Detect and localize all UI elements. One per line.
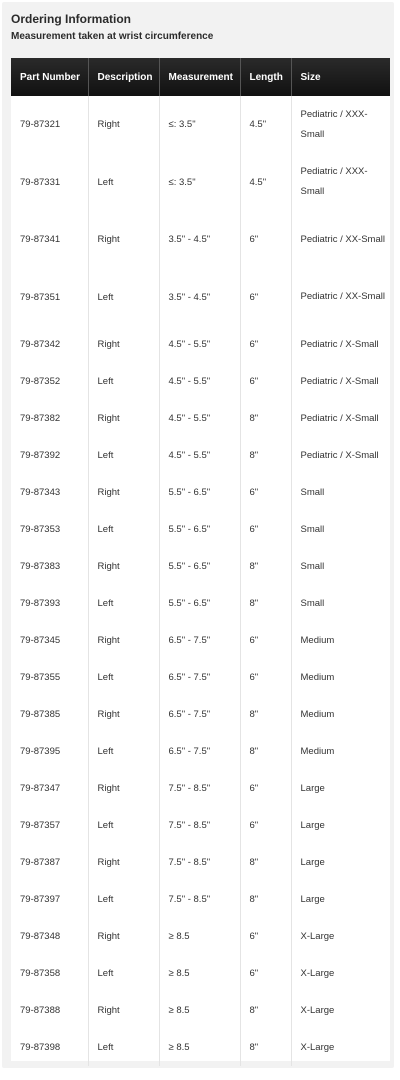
measurement-cell: ≥ 8.5 (159, 955, 240, 992)
size-cell: Medium (300, 634, 335, 646)
length-cell: 8" (240, 400, 291, 437)
size-cell: Medium (300, 745, 335, 757)
size-cell: Pediatric / X-Small (300, 412, 379, 424)
table-row (11, 363, 390, 400)
column-header-length: Length (240, 58, 291, 96)
part-number-cell: 79-87321 (11, 96, 88, 154)
description-cell: Right (88, 211, 159, 269)
table-row (11, 696, 390, 733)
table-row (11, 844, 390, 881)
table-row (11, 807, 390, 844)
part-number-cell: 79-87387 (11, 844, 88, 881)
table-row (11, 96, 390, 154)
measurement-cell: 6.5" - 7.5" (159, 733, 240, 770)
description-cell: Left (88, 154, 159, 212)
description-cell: Right (88, 696, 159, 733)
size-cell: Large (300, 856, 325, 868)
length-cell: 8" (240, 585, 291, 622)
description-cell: Right (88, 474, 159, 511)
description-cell: Right (88, 844, 159, 881)
column-header-size: Size (291, 58, 390, 96)
part-number-cell: 79-87358 (11, 955, 88, 992)
description-cell: Left (88, 807, 159, 844)
size-cell: Large (300, 819, 325, 831)
table-row (11, 992, 390, 1029)
measurement-cell: 5.5" - 6.5" (159, 585, 240, 622)
part-number-cell: 79-87348 (11, 918, 88, 955)
measurement-cell: 6.5" - 7.5" (159, 659, 240, 696)
length-cell: 6" (240, 659, 291, 696)
length-cell: 6" (240, 770, 291, 807)
table-row (11, 548, 390, 585)
size-cell: Pediatric / X-Small (300, 338, 379, 350)
part-number-cell: 79-87331 (11, 154, 88, 212)
size-cell: Small (300, 597, 325, 609)
description-cell: Right (88, 400, 159, 437)
length-cell: 6" (240, 363, 291, 400)
measurement-cell: 5.5" - 6.5" (159, 548, 240, 585)
size-cell: Medium (300, 708, 335, 720)
part-number-cell: 79-87383 (11, 548, 88, 585)
length-cell: 6" (240, 918, 291, 955)
measurement-cell: 6.5" - 7.5" (159, 622, 240, 659)
length-cell: 8" (240, 696, 291, 733)
description-cell: Left (88, 585, 159, 622)
table-row (11, 918, 390, 955)
part-number-cell: 79-87355 (11, 659, 88, 696)
size-cell: X-Large (300, 930, 335, 942)
table-row (11, 511, 390, 548)
description-cell: Right (88, 622, 159, 659)
ordering-table-container (11, 58, 390, 1061)
ordering-info-panel (2, 2, 394, 1068)
measurement-cell: 3.5" - 4.5" (159, 211, 240, 269)
part-number-cell: 79-87345 (11, 622, 88, 659)
table-row (11, 955, 390, 992)
part-number-cell: 79-87392 (11, 437, 88, 474)
measurement-cell: 5.5" - 6.5" (159, 511, 240, 548)
part-number-cell: 79-87382 (11, 400, 88, 437)
part-number-cell: 79-87353 (11, 511, 88, 548)
measurement-cell: 4.5" - 5.5" (159, 437, 240, 474)
column-header-measurement: Measurement (159, 58, 240, 96)
description-cell: Left (88, 269, 159, 327)
description-cell: Left (88, 1029, 159, 1066)
measurement-cell: ≤: 3.5" (159, 154, 240, 212)
length-cell: 6" (240, 269, 291, 327)
description-cell: Right (88, 326, 159, 363)
description-cell: Left (88, 881, 159, 918)
part-number-cell: 79-87385 (11, 696, 88, 733)
measurement-cell: 6.5" - 7.5" (159, 696, 240, 733)
part-number-cell: 79-87342 (11, 326, 88, 363)
length-cell: 6" (240, 326, 291, 363)
table-row (11, 733, 390, 770)
measurement-cell: 7.5" - 8.5" (159, 844, 240, 881)
measurement-cell: 4.5" - 5.5" (159, 363, 240, 400)
length-cell: 6" (240, 622, 291, 659)
part-number-cell: 79-87397 (11, 881, 88, 918)
measurement-cell: 7.5" - 8.5" (159, 881, 240, 918)
part-number-cell: 79-87357 (11, 807, 88, 844)
table-row (11, 622, 390, 659)
measurement-cell: 5.5" - 6.5" (159, 474, 240, 511)
length-cell: 6" (240, 211, 291, 269)
size-cell: X-Large (300, 967, 335, 979)
table-body (11, 96, 390, 1066)
part-number-cell: 79-87347 (11, 770, 88, 807)
part-number-cell: 79-87393 (11, 585, 88, 622)
part-number-cell: 79-87341 (11, 211, 88, 269)
length-cell: 8" (240, 733, 291, 770)
length-cell: 8" (240, 437, 291, 474)
section-subtitle: Measurement taken at wrist circumference (11, 31, 214, 42)
length-cell: 4.5" (240, 154, 291, 212)
size-cell: Small (300, 486, 325, 498)
size-cell: Large (300, 782, 325, 794)
description-cell: Right (88, 918, 159, 955)
table-row (11, 1029, 390, 1066)
measurement-cell: 7.5" - 8.5" (159, 770, 240, 807)
table-row (11, 474, 390, 511)
part-number-cell: 79-87398 (11, 1029, 88, 1066)
length-cell: 8" (240, 992, 291, 1029)
section-title: Ordering Information (11, 12, 131, 26)
part-number-cell: 79-87395 (11, 733, 88, 770)
description-cell: Right (88, 548, 159, 585)
table-row (11, 154, 390, 212)
length-cell: 6" (240, 807, 291, 844)
part-number-cell: 79-87352 (11, 363, 88, 400)
table-row (11, 326, 390, 363)
length-cell: 8" (240, 548, 291, 585)
description-cell: Right (88, 770, 159, 807)
table-row (11, 211, 390, 269)
ordering-table (11, 58, 390, 1066)
size-cell: Pediatric / X-Small (300, 449, 379, 461)
part-number-cell: 79-87388 (11, 992, 88, 1029)
size-cell: Pediatric / XX-Small (300, 291, 385, 303)
column-header-part-number: Part Number (11, 58, 88, 96)
measurement-cell: ≥ 8.5 (159, 918, 240, 955)
measurement-cell: 3.5" - 4.5" (159, 269, 240, 327)
size-cell: Pediatric / X-Small (300, 375, 379, 387)
column-header-description: Description (88, 58, 159, 96)
measurement-cell: ≤: 3.5" (159, 96, 240, 154)
length-cell: 6" (240, 955, 291, 992)
table-row (11, 585, 390, 622)
measurement-cell: ≥ 8.5 (159, 1029, 240, 1066)
size-cell: Small (300, 560, 325, 572)
measurement-cell: ≥ 8.5 (159, 992, 240, 1029)
table-header (11, 58, 390, 96)
size-cell: Large (300, 893, 325, 905)
measurement-cell: 7.5" - 8.5" (159, 807, 240, 844)
size-cell: Pediatric / XXX-Small (300, 166, 368, 198)
description-cell: Left (88, 733, 159, 770)
table-row (11, 881, 390, 918)
part-number-cell: 79-87343 (11, 474, 88, 511)
length-cell: 6" (240, 511, 291, 548)
length-cell: 6" (240, 474, 291, 511)
table-row (11, 400, 390, 437)
description-cell: Right (88, 992, 159, 1029)
table-row (11, 437, 390, 474)
size-cell: Pediatric / XX-Small (300, 233, 385, 245)
size-cell: X-Large (300, 1004, 335, 1016)
length-cell: 8" (240, 881, 291, 918)
measurement-cell: 4.5" - 5.5" (159, 326, 240, 363)
length-cell: 8" (240, 844, 291, 881)
size-cell: X-Large (300, 1041, 335, 1053)
part-number-cell: 79-87351 (11, 269, 88, 327)
description-cell: Left (88, 363, 159, 400)
table-row (11, 659, 390, 696)
size-cell: Pediatric / XXX-Small (300, 108, 368, 140)
description-cell: Right (88, 96, 159, 154)
table-row (11, 269, 390, 327)
description-cell: Left (88, 437, 159, 474)
table-row (11, 770, 390, 807)
measurement-cell: 4.5" - 5.5" (159, 400, 240, 437)
description-cell: Left (88, 955, 159, 992)
length-cell: 4.5" (240, 96, 291, 154)
length-cell: 8" (240, 1029, 291, 1066)
size-cell: Medium (300, 671, 335, 683)
size-cell: Small (300, 523, 325, 535)
description-cell: Left (88, 511, 159, 548)
description-cell: Left (88, 659, 159, 696)
header-row (11, 58, 390, 96)
